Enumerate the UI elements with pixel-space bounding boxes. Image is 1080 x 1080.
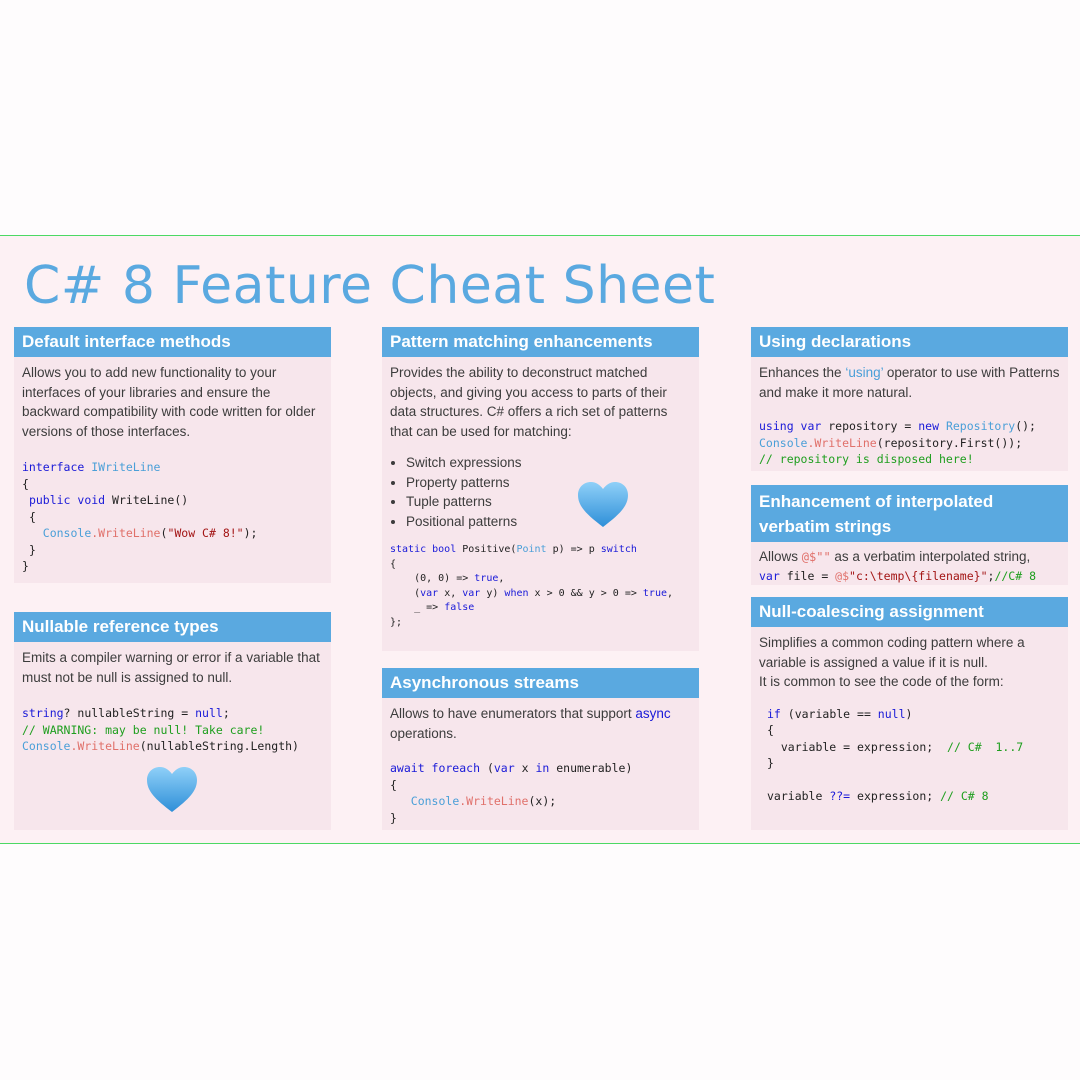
panel-description: Provides the ability to deconstruct matched objects, and giving you access to parts of their data structures. C# offers a rich set of patterns that can be used for matching: [390,365,668,439]
panel-header: Using declarations [751,327,1068,357]
panel-interpolated-verbatim-strings [751,485,1068,585]
panel-header: Null-coalescing assignment [751,597,1068,627]
panel-header: Default interface methods [14,327,331,357]
panel-header: Enhancement of interpolated verbatim strings [751,485,1068,542]
list-item: • Tuple patterns [406,492,691,512]
code-block: string? nullableString = null; // WARNING: may be null! Take care! Console.WriteLine(nullableString.Length) [22,706,299,753]
panel-description: It is common to see the code of the form: [759,674,1004,689]
panel-asynchronous-streams [382,668,699,830]
page-title: C# 8 Feature Cheat Sheet [24,256,716,316]
panel-default-interface-methods [14,327,331,583]
panel-header: Nullable reference types [14,612,331,642]
panel-header: Asynchronous streams [382,668,699,698]
code-block: if (variable == null) { variable = expression; // C# 1..7 } variable ??= expression; // C# 8 [767,706,1024,803]
code-block: using var repository = new Repository(); Console.WriteLine(repository.First()); // repository is disposed here! [759,419,1036,466]
list-item: • Property patterns [406,473,691,493]
panel-pattern-matching [382,327,699,651]
panel-description: Allows to have enumerators that support async operations. [390,706,671,741]
panel-nullable-reference-types [14,612,331,830]
panel-description: Emits a compiler warning or error if a variable that must not be null is assigned to null. [22,650,320,685]
cheat-sheet [0,235,1080,844]
heart-icon [145,766,199,814]
panel-header: Pattern matching enhancements [382,327,699,357]
code-block: static bool Positive(Point p) => p switch { (0, 0) => true, (var x, var y) when x > 0 && y > 0 => true, _ => false }; [390,544,674,628]
code-block: var file = @$"c:\temp\{filename}";//C# 8 [759,568,1036,583]
panel-using-declarations [751,327,1068,471]
heart-icon [576,481,630,529]
panel-description: Allows @$"" as a verbatim interpolated string, [759,549,1031,564]
panel-description: Enhances the ‘using’ operator to use with Patterns and make it more natural. [759,365,1060,400]
list-item: • Positional patterns [406,512,691,532]
panel-null-coalescing-assignment [751,597,1068,830]
pattern-list [390,453,691,531]
code-block: interface IWriteLine { public void WriteLine() { Console.WriteLine("Wow C# 8!"); } } [22,460,258,573]
panel-description: Simplifies a common coding pattern where a variable is assigned a value if it is null. [759,635,1025,670]
code-block: await foreach (var x in enumerable) { Console.WriteLine(x); } [390,761,633,825]
panel-description: Allows you to add new functionality to your interfaces of your libraries and ensure the backward compatibility with code written for older versions of those interfaces. [22,365,316,439]
list-item: • Switch expressions [406,453,691,473]
